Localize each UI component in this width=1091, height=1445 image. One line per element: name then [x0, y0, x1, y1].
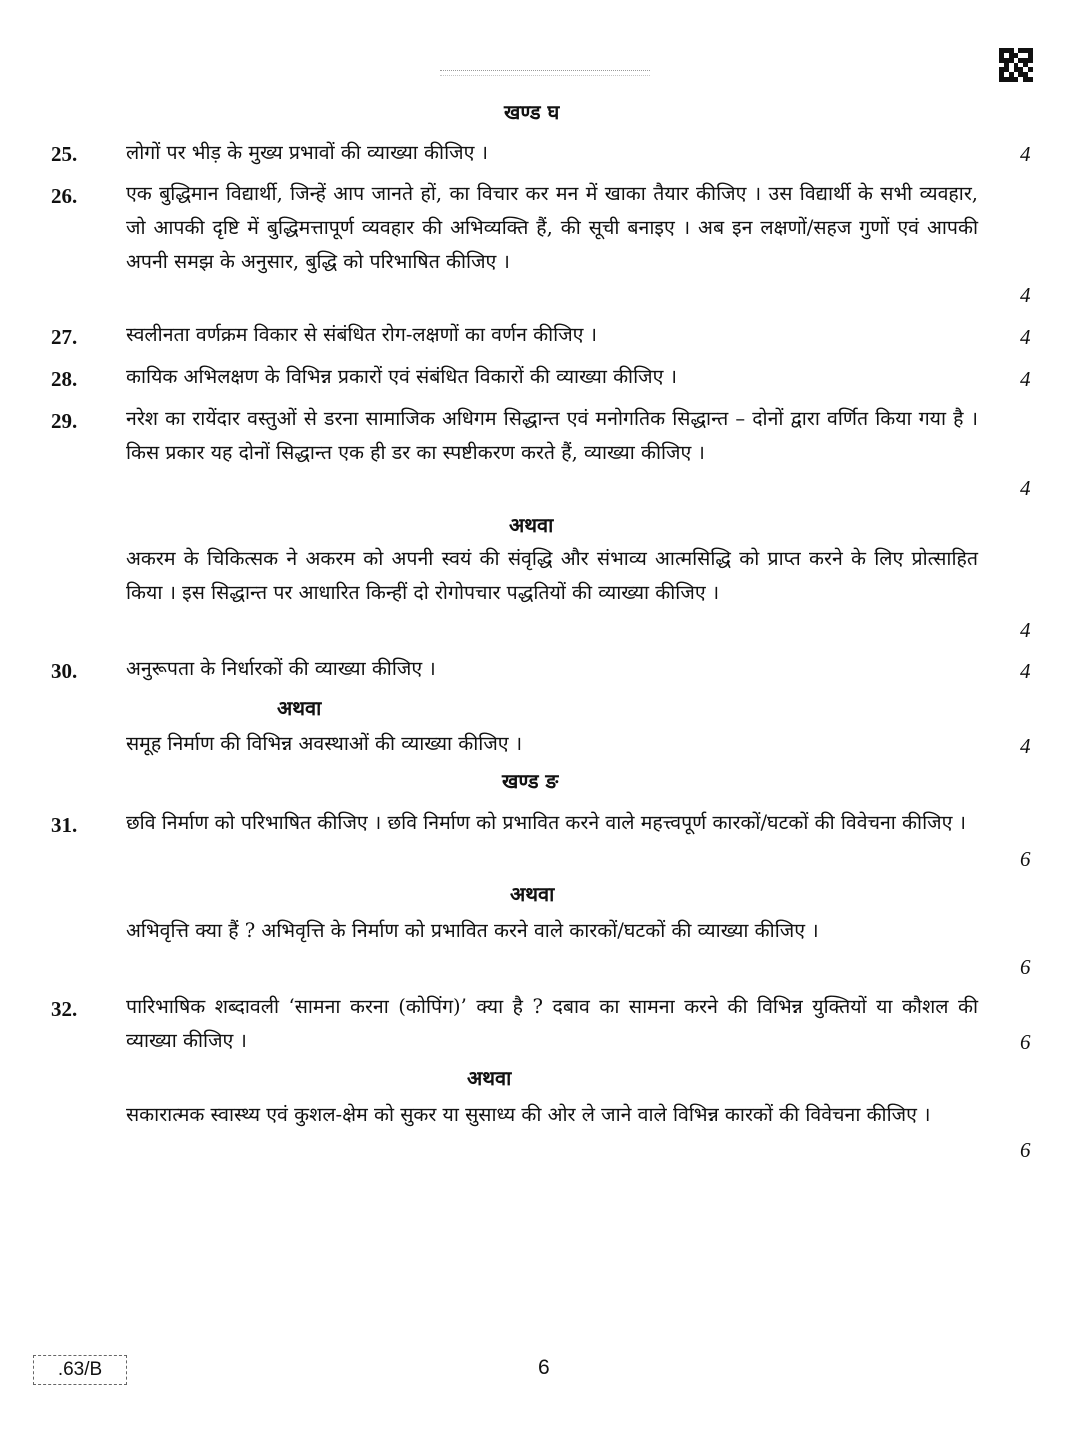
- question-marks: 4: [1020, 659, 1031, 683]
- alternative-question-text: अकरम के चिकित्सक ने अकरम को अपनी स्वयं की संवृद्धि और संभाव्य आत्मसिद्धि को प्राप्त करने के लिए प्रोत्साहित किया । इस सिद्धान्त पर आधारित किन्हीं दो रोगोपचार पद्धतियों की व्याख्या कीजिए ।: [126, 547, 978, 604]
- question-marks: 4: [1020, 476, 1031, 500]
- question-marks: 4: [1020, 367, 1031, 391]
- question-text: एक बुद्धिमान विद्यार्थी, जिन्हें आप जानते हों, का विचार कर मन में खाका तैयार कीजिए । उस विद्यार्थी के सभी व्यवहार, जो आपकी दृष्टि में बुद्धिमत्तापूर्ण व्यवहार की अभिव्यक्ति हैं, की सूची बनाइए । अब इन लक्षणों/सहज गुणों एवं आपकी अपनी समझ के अनुसार, बुद्धि को परिभाषित कीजिए ।: [126, 182, 978, 273]
- question-number: 29.: [51, 409, 78, 433]
- or-heading: अथवा: [277, 696, 322, 720]
- question-text: अनुरूपता के निर्धारकों की व्याख्या कीजिए ।: [126, 657, 436, 680]
- question-number: 31.: [51, 813, 78, 837]
- question-number: 30.: [51, 659, 78, 683]
- question-marks: 6: [1020, 1138, 1031, 1162]
- alternative-question-text: सकारात्मक स्वास्थ्य एवं कुशल-क्षेम को सुकर या सुसाध्य की ओर ले जाने वाले विभिन्न कारकों की विवेचना कीजिए ।: [126, 1103, 931, 1126]
- or-heading: अथवा: [510, 882, 555, 906]
- question-number: 28.: [51, 367, 78, 391]
- qr-code-icon: [999, 48, 1033, 82]
- question-marks: 6: [1020, 955, 1031, 979]
- question-marks: 4: [1020, 142, 1031, 166]
- question-marks: 4: [1020, 283, 1031, 307]
- question-text: कायिक अभिलक्षण के विभिन्न प्रकारों एवं संबंधित विकारों की व्याख्या कीजिए ।: [126, 365, 677, 388]
- question-text: छवि निर्माण को परिभाषित कीजिए । छवि निर्माण को प्रभावित करने वाले महत्त्वपूर्ण कारकों/घटकों की विवेचना कीजिए ।: [126, 811, 966, 834]
- or-heading: अथवा: [467, 1066, 512, 1090]
- question-marks: 4: [1020, 734, 1031, 758]
- question-number: 27.: [51, 325, 78, 349]
- alternative-question-text: समूह निर्माण की विभिन्न अवस्थाओं की व्याख्या कीजिए ।: [126, 732, 523, 755]
- question-text: नरेश का रायेंदार वस्तुओं से डरना सामाजिक अधिगम सिद्धान्त एवं मनोगतिक सिद्धान्त – दोनों द्वारा वर्णित किया गया है । किस प्रकार यह दोनों सिद्धान्त एक ही डर का स्पष्टीकरण करते हैं, व्याख्या कीजिए ।: [126, 407, 978, 464]
- question-text: पारिभाषिक शब्दावली ‘सामना करना (कोपिंग)’ क्या है ? दबाव का सामना करने की विभिन्न युक्तियों या कौशल की व्याख्या कीजिए ।: [126, 995, 978, 1052]
- watermark-line: [440, 70, 650, 76]
- question-text: लोगों पर भीड़ के मुख्य प्रभावों की व्याख्या कीजिए ।: [126, 141, 488, 164]
- question-marks: 4: [1020, 325, 1031, 349]
- question-marks: 6: [1020, 847, 1031, 871]
- page-number: 6: [538, 1356, 550, 1379]
- paper-code: .63/B: [33, 1355, 127, 1385]
- question-text: स्वलीनता वर्णक्रम विकार से संबंधित रोग-लक्षणों का वर्णन कीजिए ।: [126, 323, 598, 346]
- section-d-heading: खण्ड घ: [504, 100, 560, 124]
- or-heading: अथवा: [509, 513, 554, 537]
- question-number: 26.: [51, 184, 78, 208]
- alternative-question-text: अभिवृत्ति क्या हैं ? अभिवृत्ति के निर्माण को प्रभावित करने वाले कारकों/घटकों की व्याख्या कीजिए ।: [126, 919, 819, 942]
- question-number: 25.: [51, 142, 78, 166]
- question-marks: 4: [1020, 618, 1031, 642]
- question-number: 32.: [51, 997, 78, 1021]
- question-marks: 6: [1020, 1030, 1031, 1054]
- section-e-heading: खण्ड ङ: [502, 769, 559, 793]
